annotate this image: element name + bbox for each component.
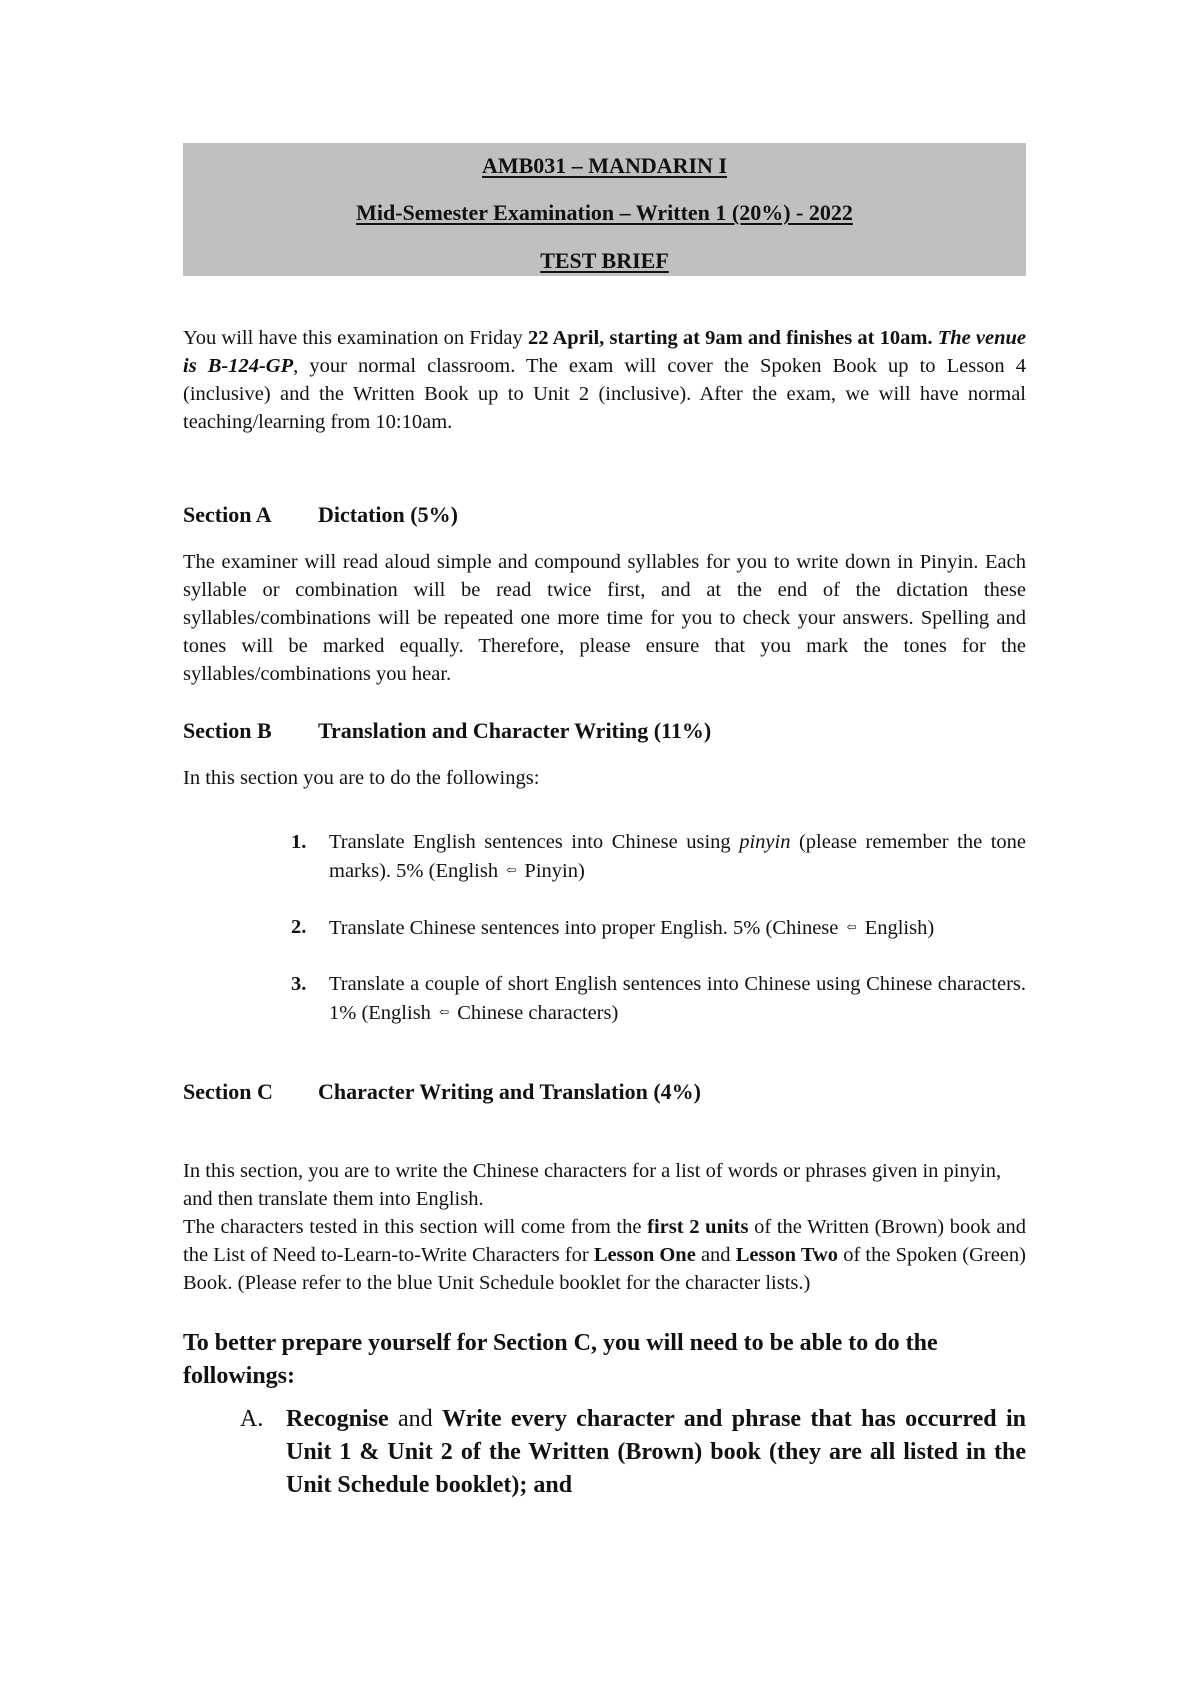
section-c-paragraph-1: In this section, you are to write the Chinese characters for a list of words or phrases given in pinyin, and then translate them into English. — [183, 1160, 1002, 1210]
list-item — [183, 913, 1026, 942]
paragraph-text: of the Spoken (Green) Book. (Please refer to the blue Unit Schedule booklet for the character lists.) — [183, 1244, 1026, 1294]
item-text: Chinese characters) — [452, 1002, 619, 1024]
arrow-icon: ⇦ — [506, 863, 517, 877]
section-a-body: The examiner will read aloud simple and compound syllables for you to write down in Pinyin. Each syllable or combination will be read twice first, and at the end of the dictation these syllables/combinations will be repeated one more time for you to check your answers. Spelling and tones will be marked equally. Therefore, please ensure that you mark the tones for the syllables/combinations you hear. — [183, 551, 1026, 685]
intro-text: You will have this examination on Friday — [183, 327, 528, 349]
paragraph-bold: Lesson One — [593, 1244, 696, 1266]
list-number: 2. — [291, 916, 307, 938]
item-emphasis: pinyin — [739, 831, 791, 853]
paragraph-bold: first 2 units — [647, 1216, 749, 1238]
paragraph-text: The characters tested in this section will come from the — [183, 1216, 648, 1238]
item-text: Translate English sentences into Chinese using — [329, 831, 740, 853]
list-number: 1. — [291, 831, 307, 853]
section-a-id: Section A — [183, 502, 272, 527]
section-a-heading — [183, 502, 1026, 528]
document-page — [183, 143, 1026, 1502]
list-item — [183, 828, 1026, 885]
section-b-list — [183, 828, 1026, 1027]
arrow-icon: ⇦ — [846, 920, 857, 934]
item-text: Translate Chinese sentences into proper English. 5% (Chinese — [329, 917, 844, 939]
exam-title: Mid-Semester Examination – Written 1 (20%) - 2022 — [356, 200, 853, 225]
paragraph-text: and — [695, 1244, 736, 1266]
section-b-heading — [183, 718, 1026, 744]
list-item — [183, 1403, 1026, 1502]
section-b-title: Translation and Character Writing (11%) — [318, 718, 712, 743]
intro-text-rest: , your normal classroom. The exam will cover the Spoken Book up to Lesson 4 (inclusive) and the Written Book up to Unit 2 (inclusive). After the exam, we will have normal teaching/learning from 10:10am. — [183, 355, 1026, 433]
intro-paragraph — [183, 324, 1026, 436]
title-box — [183, 143, 1026, 276]
arrow-icon: ⇦ — [439, 1005, 450, 1019]
paragraph-text: of the Written (Brown) book and the List of Need to-Learn-to-Write Characters for — [183, 1216, 1026, 1266]
section-c-heading — [183, 1079, 1026, 1105]
section-b-id: Section B — [183, 718, 272, 743]
item-text: and — [388, 1406, 442, 1432]
paragraph-bold: Lesson Two — [735, 1244, 839, 1266]
item-text: English) — [859, 917, 935, 939]
exam-venue: The venue is B-124-GP — [183, 327, 1027, 377]
preparation-heading: To better prepare yourself for Section C, you will need to be able to do the followings: — [183, 1330, 938, 1389]
section-b-intro: In this section you are to do the followings: — [183, 767, 540, 789]
exam-date: 22 April, starting at 9am and finishes at 10am. — [527, 327, 933, 349]
section-c-paragraph-2 — [183, 1213, 1026, 1297]
brief-title: TEST BRIEF — [540, 248, 669, 273]
list-letter: A. — [240, 1406, 264, 1432]
item-bold: Recognise — [286, 1406, 389, 1432]
section-a-title: Dictation (5%) — [318, 502, 458, 527]
course-title: AMB031 – MANDARIN I — [481, 153, 728, 178]
preparation-list — [183, 1403, 1026, 1502]
item-bold: Write — [442, 1406, 502, 1432]
list-item — [183, 970, 1026, 1027]
section-c-title: Character Writing and Translation (4%) — [318, 1079, 701, 1104]
item-text: Translate a couple of short English sentences into Chinese using Chinese characters. 1% (English — [329, 973, 1026, 1024]
item-text: Pinyin) — [519, 860, 585, 882]
item-text: every character and phrase that has occurred in Unit 1 & Unit 2 of the Written (Brown) book (they are all listed in the Unit Schedule booklet); and — [286, 1406, 1026, 1498]
section-c-id: Section C — [183, 1079, 273, 1104]
item-text: (please remember the tone marks). 5% (English — [329, 831, 1026, 882]
list-number: 3. — [291, 973, 307, 995]
